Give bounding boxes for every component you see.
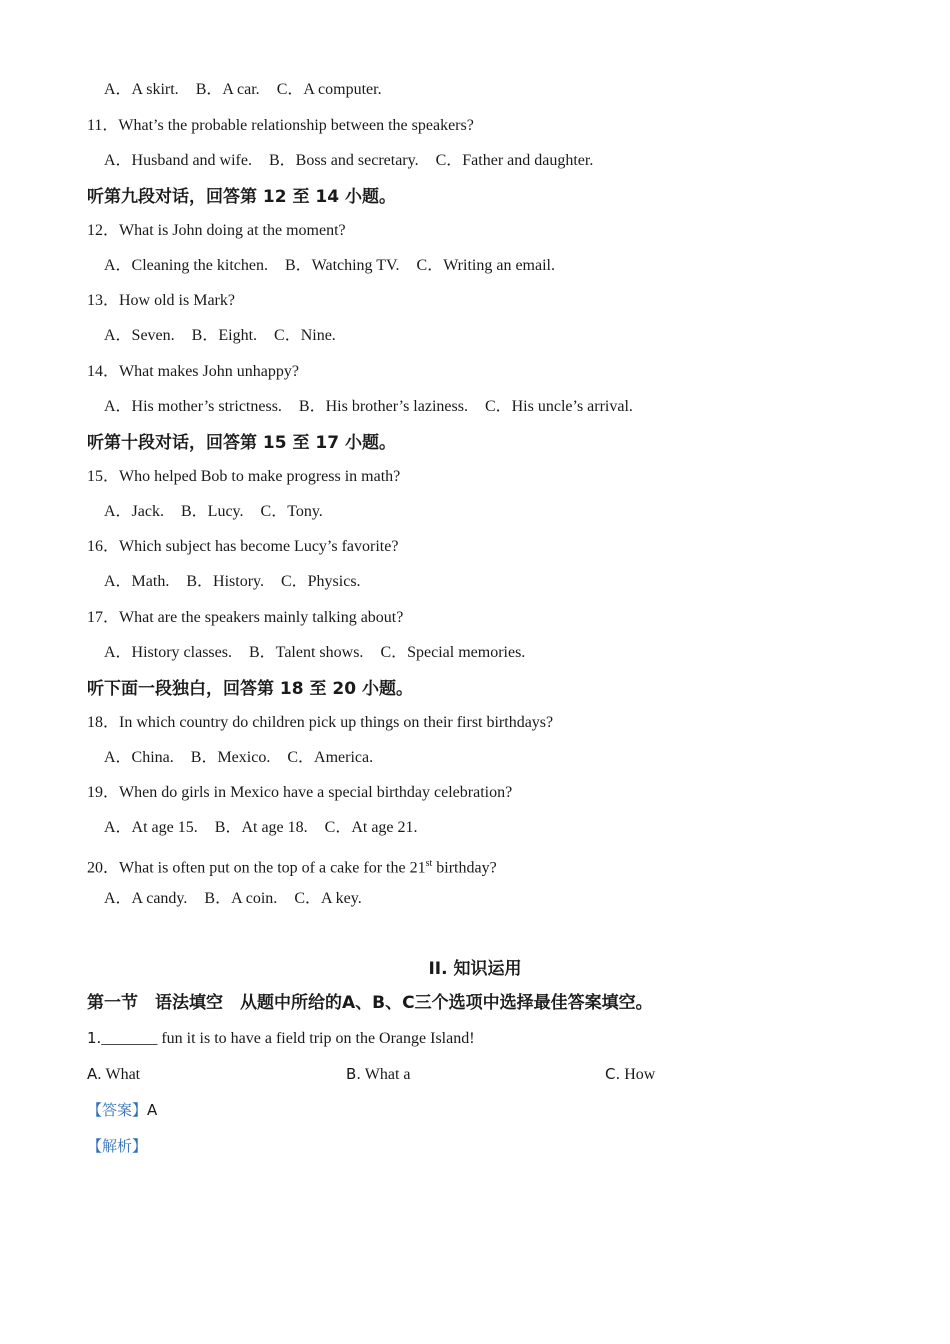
option-a: A．Math.: [104, 573, 170, 590]
q18-options: [104, 747, 390, 769]
option-c: C．At age 21.: [324, 819, 418, 836]
option-a: A．Cleaning the kitchen.: [104, 257, 268, 274]
option-b-text: What a: [361, 1066, 411, 1083]
option-c: C．Tony.: [260, 503, 323, 520]
q11-options: [104, 150, 610, 172]
option-b: B．Eight.: [191, 327, 258, 344]
q10-options: [104, 79, 399, 101]
option-c: C．Special memories.: [380, 644, 526, 661]
q19-options: [104, 817, 435, 839]
q20-options: [104, 888, 379, 910]
q12-question: 12．What is John doing at the moment?: [87, 222, 346, 239]
option-b: B．His brother’s laziness.: [298, 398, 468, 415]
option-a: A．A candy.: [104, 890, 188, 907]
analysis-label: 【解析】: [87, 1137, 148, 1155]
part-2-title: II. 知识运用: [428, 959, 522, 979]
q13-question: 13．How old is Mark?: [87, 292, 235, 309]
q12-options: [104, 255, 572, 277]
q11-question: 11．What’s the probable relationship between the speakers?: [87, 117, 474, 134]
option-c: C．Writing an email.: [416, 257, 555, 274]
grammar-q1-option-c: [605, 1063, 655, 1086]
option-c: C．Nine.: [274, 327, 336, 344]
option-b-label: B.: [346, 1065, 362, 1083]
q20-question: [87, 853, 497, 879]
analysis-line: [87, 1135, 147, 1158]
option-a-label: A.: [87, 1065, 102, 1083]
option-b: B．A car.: [195, 81, 260, 98]
grammar-q1-blank: _______: [101, 1030, 158, 1047]
option-a: A．A skirt.: [104, 81, 179, 98]
option-c: C．Physics.: [280, 573, 361, 590]
q19-question: 19．When do girls in Mexico have a special birthday celebration?: [87, 784, 513, 801]
option-c: C．His uncle’s arrival.: [484, 398, 633, 415]
option-c: C．Father and daughter.: [435, 152, 594, 169]
section-heading-10: 听第十段对话，回答第 15 至 17 小题。: [87, 433, 396, 453]
q18-question: 18．In which country do children pick up things on their first birthdays?: [87, 714, 554, 731]
grammar-q1-question: [87, 1027, 475, 1050]
q15-options: [104, 501, 340, 523]
option-b: B．Mexico.: [190, 749, 271, 766]
answer-line: [87, 1099, 157, 1122]
q20-superscript: st: [425, 858, 433, 869]
option-b: B．Talent shows.: [249, 644, 364, 661]
q16-question: 16．Which subject has become Lucy’s favorite?: [87, 538, 399, 555]
option-a: A．Husband and wife.: [104, 152, 252, 169]
q17-question: 17．What are the speakers mainly talking about?: [87, 609, 404, 626]
option-b: B．A coin.: [204, 890, 278, 907]
grammar-q1-text: fun it is to have a field trip on the Orange Island!: [157, 1030, 475, 1047]
section-heading-9: 听第九段对话，回答第 12 至 14 小题。: [87, 187, 396, 207]
option-c: C．America.: [287, 749, 374, 766]
q13-options: [104, 325, 353, 347]
q16-options: [104, 571, 378, 593]
grammar-q1-option-b: [346, 1063, 411, 1086]
q17-options: [104, 642, 542, 664]
answer-value: A: [147, 1101, 158, 1119]
option-a: A．Jack.: [104, 503, 164, 520]
option-a-text: What: [101, 1066, 141, 1083]
q20-text-pre: 20．What is often put on the top of a cake for the 21: [87, 859, 426, 877]
option-a: A．At age 15.: [104, 819, 198, 836]
option-a: A．His mother’s strictness.: [104, 398, 282, 415]
grammar-q1-number: 1.: [87, 1029, 102, 1047]
q14-question: 14．What makes John unhappy?: [87, 363, 299, 380]
option-c: C．A computer.: [276, 81, 382, 98]
q14-options: [104, 396, 650, 418]
option-a: A．China.: [104, 749, 174, 766]
option-b: B．Watching TV.: [284, 257, 400, 274]
option-a: A．Seven.: [104, 327, 175, 344]
grammar-section-title: 第一节 语法填空 从题中所给的A、B、C三个选项中选择最佳答案填空。: [87, 993, 653, 1013]
option-b: B．History.: [186, 573, 264, 590]
option-b: B．Lucy.: [181, 503, 244, 520]
option-c-text: How: [620, 1066, 656, 1083]
q20-text-post: birthday?: [432, 859, 497, 877]
section-heading-11: 听下面一段独白，回答第 18 至 20 小题。: [87, 679, 413, 699]
option-b: B．Boss and secretary.: [268, 152, 419, 169]
option-c: C．A key.: [294, 890, 362, 907]
option-c-label: C.: [605, 1065, 621, 1083]
option-a: A．History classes.: [104, 644, 232, 661]
q15-question: 15．Who helped Bob to make progress in math?: [87, 468, 401, 485]
option-b: B．At age 18.: [214, 819, 308, 836]
grammar-q1-option-a: [87, 1063, 140, 1086]
answer-label: 【答案】: [87, 1101, 148, 1119]
